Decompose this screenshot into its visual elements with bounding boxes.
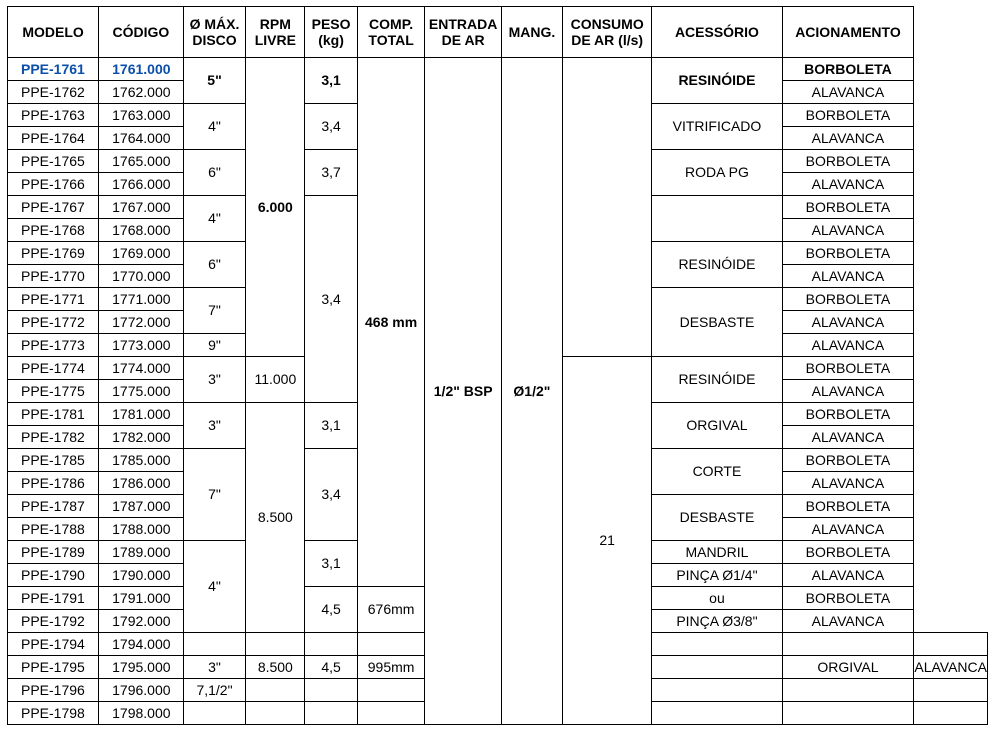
disco-cell: 7,1/2" [183, 679, 246, 702]
codigo-cell[interactable]: 1764.000 [99, 127, 184, 150]
acessorio-cell: PINÇA Ø1/4" [652, 564, 782, 587]
disco-cell: 5" [183, 58, 246, 104]
header-modelo: MODELO [8, 7, 99, 58]
codigo-cell[interactable]: 1787.000 [99, 495, 184, 518]
modelo-cell[interactable]: PPE-1773 [8, 334, 99, 357]
rpm-cell: 6.000 [246, 58, 305, 357]
consumo-cell-empty [652, 656, 782, 679]
codigo-cell[interactable]: 1788.000 [99, 518, 184, 541]
acessorio-cell: ou [652, 587, 782, 610]
acionamento-cell: ALAVANCA [914, 656, 988, 679]
header-disco-line2: DISCO [192, 32, 237, 48]
acessorio-cell: RODA PG [652, 150, 782, 196]
modelo-cell[interactable]: PPE-1798 [8, 702, 99, 725]
acessorio-cell: ORGIVAL [782, 656, 914, 679]
acionamento-cell: BORBOLETA [782, 587, 914, 610]
acionamento-cell: BORBOLETA [782, 288, 914, 311]
acionamento-cell: BORBOLETA [782, 150, 914, 173]
header-rpm [246, 7, 305, 58]
disco-cell: 4" [183, 196, 246, 242]
consumo-cell-empty [652, 702, 782, 725]
disco-cell-empty [183, 633, 246, 656]
acionamento-cell: BORBOLETA [782, 403, 914, 426]
disco-cell: 9" [183, 334, 246, 357]
modelo-cell[interactable]: PPE-1782 [8, 426, 99, 449]
consumo-cell-empty [652, 679, 782, 702]
codigo-cell[interactable]: 1782.000 [99, 426, 184, 449]
codigo-cell[interactable]: 1795.000 [99, 656, 184, 679]
comp-cell-empty [357, 702, 425, 725]
modelo-cell[interactable]: PPE-1763 [8, 104, 99, 127]
modelo-cell[interactable]: PPE-1771 [8, 288, 99, 311]
disco-cell: 4" [183, 541, 246, 633]
modelo-cell[interactable]: PPE-1766 [8, 173, 99, 196]
consumo-cell-empty [562, 58, 651, 357]
acessorio-cell: VITRIFICADO [652, 104, 782, 150]
acessorio-cell: DESBASTE [652, 288, 782, 357]
modelo-cell[interactable]: PPE-1762 [8, 81, 99, 104]
peso-cell: 3,7 [305, 150, 357, 196]
codigo-cell[interactable]: 1775.000 [99, 380, 184, 403]
disco-cell: 7" [183, 288, 246, 334]
peso-cell: 3,1 [305, 541, 357, 587]
modelo-cell[interactable]: PPE-1764 [8, 127, 99, 150]
peso-cell-empty [305, 633, 357, 656]
codigo-cell[interactable]: 1790.000 [99, 564, 184, 587]
acessorio-cell-empty [782, 633, 914, 656]
header-peso-line2: (kg) [318, 32, 344, 48]
codigo-cell[interactable]: 1770.000 [99, 265, 184, 288]
acessorio-cell: RESINÓIDE [652, 58, 782, 104]
codigo-cell[interactable]: 1798.000 [99, 702, 184, 725]
acionamento-cell: ALAVANCA [782, 334, 914, 357]
header-entrada-line2: DE AR [441, 32, 485, 48]
modelo-cell[interactable]: PPE-1761 [8, 58, 99, 81]
acionamento-cell: BORBOLETA [782, 242, 914, 265]
acionamento-cell: ALAVANCA [782, 219, 914, 242]
comp-cell-empty [357, 633, 425, 656]
codigo-cell[interactable]: 1762.000 [99, 81, 184, 104]
header-peso [305, 7, 357, 58]
peso-cell: 3,4 [305, 196, 357, 403]
acessorio-cell: RESINÓIDE [652, 357, 782, 403]
header-consumo-line1: CONSUMO [570, 16, 644, 32]
acionamento-cell-empty [914, 633, 988, 656]
acessorio-cell: PINÇA Ø3/8" [652, 610, 782, 633]
rpm-cell-empty [246, 702, 305, 725]
disco-cell: 3" [183, 357, 246, 403]
acionamento-cell: BORBOLETA [782, 357, 914, 380]
modelo-cell[interactable]: PPE-1786 [8, 472, 99, 495]
peso-cell: 3,4 [305, 104, 357, 150]
codigo-cell[interactable]: 1773.000 [99, 334, 184, 357]
modelo-cell[interactable]: PPE-1769 [8, 242, 99, 265]
acionamento-cell: ALAVANCA [782, 564, 914, 587]
modelo-cell[interactable]: PPE-1789 [8, 541, 99, 564]
modelo-cell[interactable]: PPE-1792 [8, 610, 99, 633]
rpm-cell: 8.500 [246, 656, 305, 679]
modelo-cell[interactable]: PPE-1767 [8, 196, 99, 219]
modelo-cell[interactable]: PPE-1765 [8, 150, 99, 173]
header-entrada [425, 7, 501, 58]
codigo-cell[interactable]: 1794.000 [99, 633, 184, 656]
modelo-cell[interactable]: PPE-1768 [8, 219, 99, 242]
acessorio-cell: DESBASTE [652, 495, 782, 541]
codigo-cell[interactable]: 1774.000 [99, 357, 184, 380]
comp-cell: 468 mm [357, 58, 425, 587]
header-rpm-line2: LIVRE [254, 32, 296, 48]
header-peso-line1: PESO [311, 16, 351, 32]
modelo-cell[interactable]: PPE-1785 [8, 449, 99, 472]
acionamento-cell: ALAVANCA [782, 265, 914, 288]
peso-cell: 3,4 [305, 449, 357, 541]
acionamento-cell-empty [914, 679, 988, 702]
header-rpm-line1: RPM [259, 16, 291, 32]
codigo-cell[interactable]: 1767.000 [99, 196, 184, 219]
acessorio-cell: CORTE [652, 449, 782, 495]
peso-cell: 4,5 [305, 656, 357, 679]
table-row [8, 58, 988, 81]
acionamento-cell: BORBOLETA [782, 196, 914, 219]
disco-cell: 6" [183, 150, 246, 196]
rpm-cell: 8.500 [246, 403, 305, 633]
disco-cell: 3" [183, 656, 246, 679]
modelo-cell[interactable]: PPE-1781 [8, 403, 99, 426]
header-comp-line2: TOTAL [368, 32, 414, 48]
acionamento-cell: BORBOLETA [782, 104, 914, 127]
modelo-cell[interactable]: PPE-1774 [8, 357, 99, 380]
codigo-cell[interactable]: 1792.000 [99, 610, 184, 633]
acionamento-cell: ALAVANCA [782, 81, 914, 104]
entrada-cell: 1/2" BSP [425, 58, 501, 725]
acionamento-cell: ALAVANCA [782, 380, 914, 403]
acionamento-cell: ALAVANCA [782, 518, 914, 541]
codigo-cell[interactable]: 1769.000 [99, 242, 184, 265]
header-acessorio: ACESSÓRIO [652, 7, 782, 58]
codigo-cell[interactable]: 1796.000 [99, 679, 184, 702]
header-consumo [562, 7, 651, 58]
comp-cell: 995mm [357, 656, 425, 679]
acionamento-cell: ALAVANCA [782, 127, 914, 150]
consumo-cell-empty [652, 633, 782, 656]
acionamento-cell: ALAVANCA [782, 173, 914, 196]
codigo-cell[interactable]: 1786.000 [99, 472, 184, 495]
codigo-cell[interactable]: 1781.000 [99, 403, 184, 426]
acionamento-cell: ALAVANCA [782, 311, 914, 334]
peso-cell: 3,1 [305, 403, 357, 449]
acessorio-cell: ORGIVAL [652, 403, 782, 449]
codigo-cell[interactable]: 1771.000 [99, 288, 184, 311]
acessorio-cell: MANDRIL [652, 541, 782, 564]
product-spec-table [7, 6, 988, 725]
header-codigo: CÓDIGO [99, 7, 184, 58]
disco-cell: 3" [183, 403, 246, 449]
header-mang: MANG. [501, 7, 562, 58]
acionamento-cell: ALAVANCA [782, 472, 914, 495]
modelo-cell[interactable]: PPE-1770 [8, 265, 99, 288]
product-table-container [7, 6, 988, 725]
disco-cell-empty [183, 702, 246, 725]
codigo-cell[interactable]: 1791.000 [99, 587, 184, 610]
codigo-cell[interactable]: 1768.000 [99, 219, 184, 242]
header-row [8, 7, 988, 58]
acionamento-cell: BORBOLETA [782, 541, 914, 564]
acionamento-cell: BORBOLETA [782, 58, 914, 81]
header-disco [183, 7, 246, 58]
codigo-cell[interactable]: 1789.000 [99, 541, 184, 564]
acionamento-cell: BORBOLETA [782, 449, 914, 472]
acessorio-cell: RESINÓIDE [652, 242, 782, 288]
codigo-cell[interactable]: 1785.000 [99, 449, 184, 472]
acionamento-cell: ALAVANCA [782, 426, 914, 449]
acessorio-cell-empty [782, 702, 914, 725]
modelo-cell[interactable]: PPE-1775 [8, 380, 99, 403]
header-consumo-line2: DE AR (l/s) [571, 32, 644, 48]
header-entrada-line1: ENTRADA [428, 16, 498, 32]
acionamento-cell: ALAVANCA [782, 610, 914, 633]
codigo-cell[interactable]: 1765.000 [99, 150, 184, 173]
comp-cell-empty [357, 679, 425, 702]
mang-cell: Ø1/2" [501, 58, 562, 725]
acionamento-cell: BORBOLETA [782, 495, 914, 518]
acessorio-cell-empty [652, 196, 782, 242]
modelo-cell[interactable]: PPE-1795 [8, 656, 99, 679]
peso-cell: 3,1 [305, 58, 357, 104]
modelo-cell[interactable]: PPE-1794 [8, 633, 99, 656]
codigo-cell[interactable]: 1761.000 [99, 58, 184, 81]
disco-cell: 4" [183, 104, 246, 150]
modelo-cell[interactable]: PPE-1790 [8, 564, 99, 587]
peso-cell-empty [305, 702, 357, 725]
modelo-cell[interactable]: PPE-1796 [8, 679, 99, 702]
consumo-cell: 21 [562, 357, 651, 725]
rpm-cell: 11.000 [246, 357, 305, 403]
peso-cell-empty [305, 679, 357, 702]
peso-cell: 4,5 [305, 587, 357, 633]
header-comp [357, 7, 425, 58]
disco-cell: 7" [183, 449, 246, 541]
codigo-cell[interactable]: 1763.000 [99, 104, 184, 127]
modelo-cell[interactable]: PPE-1791 [8, 587, 99, 610]
modelo-cell[interactable]: PPE-1772 [8, 311, 99, 334]
codigo-cell[interactable]: 1766.000 [99, 173, 184, 196]
comp-cell: 676mm [357, 587, 425, 633]
disco-cell: 6" [183, 242, 246, 288]
acessorio-cell-empty [782, 679, 914, 702]
acionamento-cell-empty [914, 702, 988, 725]
header-acionamento: ACIONAMENTO [782, 7, 914, 58]
codigo-cell[interactable]: 1772.000 [99, 311, 184, 334]
header-comp-line1: COMP. [369, 16, 414, 32]
header-disco-line1: Ø MÁX. [189, 16, 240, 32]
rpm-cell-empty [246, 633, 305, 656]
modelo-cell[interactable]: PPE-1787 [8, 495, 99, 518]
modelo-cell[interactable]: PPE-1788 [8, 518, 99, 541]
rpm-cell-empty [246, 679, 305, 702]
